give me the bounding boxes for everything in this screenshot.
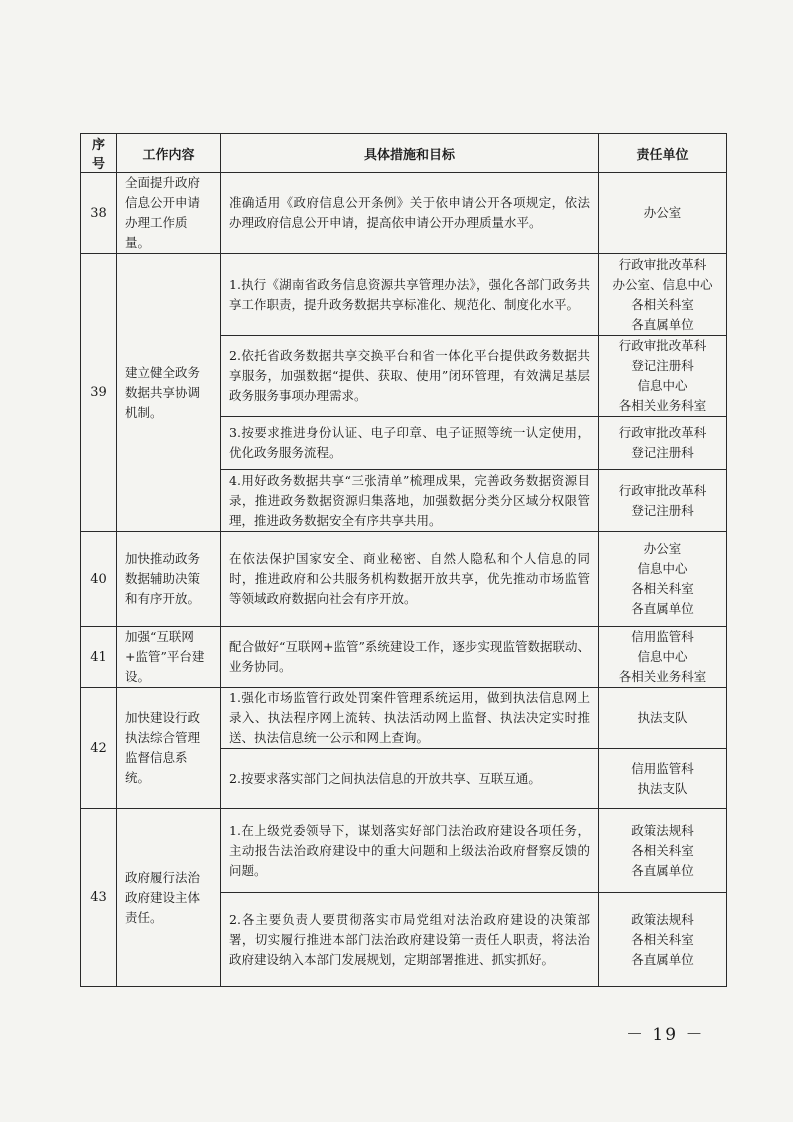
unit-cell [599, 532, 727, 627]
unit-line: 各直属单位 [631, 862, 694, 878]
row-number: 43 [81, 809, 117, 987]
unit-line: 政策法规科 [631, 822, 694, 838]
unit-line: 各相关科室 [631, 581, 694, 596]
unit-line: 登记注册科 [631, 502, 694, 518]
measure-cell: 2.按要求落实部门之间执法信息的开放共享、互联互通。 [221, 749, 599, 809]
header-task: 工作内容 [117, 134, 221, 173]
unit-cell [599, 627, 727, 688]
unit-line: 办公室、信息中心 [612, 276, 713, 292]
unit-line: 信用监管科 [631, 760, 694, 776]
task-cell: 加快建设行政执法综合管理监督信息系统。 [117, 688, 221, 809]
unit-line: 各直属单位 [631, 951, 694, 967]
unit-line: 信息中心 [637, 561, 688, 576]
task-cell: 全面提升政府信息公开申请办理工作质量。 [117, 173, 221, 254]
unit-cell [599, 470, 727, 532]
row-number: 42 [81, 688, 117, 809]
table-row [81, 688, 727, 749]
unit-line: 行政审批改革科 [618, 256, 707, 272]
unit-line: 各相关科室 [631, 931, 694, 947]
unit-line: 办公室 [643, 541, 682, 556]
header-unit: 责任单位 [599, 134, 727, 173]
measure-cell: 3.按要求推进身份认证、电子印章、电子证照等统一认定使用，优化政务服务流程。 [221, 417, 599, 470]
task-cell: 加快推动政务数据辅助决策和有序开放。 [117, 532, 221, 627]
measures-table [80, 133, 727, 987]
unit-line: 执法支队 [637, 780, 688, 796]
measure-cell: 1.执行《湖南省政务信息资源共享管理办法》，强化各部门政务共享工作职责，提升政务数据共享标准化、规范化、制度化水平。 [221, 254, 599, 336]
table-row [81, 627, 727, 688]
unit-cell [599, 417, 727, 470]
row-number: 41 [81, 627, 117, 688]
header-no: 序号 [81, 134, 117, 173]
task-cell: 建立健全政务数据共享协调机制。 [117, 254, 221, 532]
measure-cell: 配合做好“互联网+监管”系统建设工作，逐步实现监管数据联动、业务协同。 [221, 627, 599, 688]
unit-line: 行政审批改革科 [618, 425, 707, 440]
row-number: 40 [81, 532, 117, 627]
unit-line: 信用监管科 [631, 629, 694, 644]
table-header-row [81, 134, 727, 173]
unit-line: 各直属单位 [631, 316, 694, 332]
page-number: － 19 － [626, 1025, 705, 1045]
unit-line: 执法支队 [637, 710, 688, 725]
unit-line: 各相关业务科室 [618, 398, 707, 413]
unit-line: 政策法规科 [631, 911, 694, 927]
unit-line: 行政审批改革科 [618, 482, 707, 498]
unit-line: 各直属单位 [631, 601, 694, 616]
unit-cell [599, 688, 727, 749]
task-cell: 政府履行法治政府建设主体责任。 [117, 809, 221, 987]
row-number: 38 [81, 173, 117, 254]
task-cell: 加强“互联网+监管”平台建设。 [117, 627, 221, 688]
unit-cell [599, 893, 727, 987]
unit-cell [599, 809, 727, 893]
unit-cell [599, 173, 727, 254]
header-measure: 具体措施和目标 [221, 134, 599, 173]
table-row [81, 809, 727, 893]
unit-cell [599, 749, 727, 809]
measure-cell: 1.在上级党委领导下，谋划落实好部门法治政府建设各项任务，主动报告法治政府建设中的重大问题和上级法治政府督察反馈的问题。 [221, 809, 599, 893]
table-row [81, 254, 727, 336]
unit-line: 各相关科室 [631, 842, 694, 858]
measure-cell: 在依法保护国家安全、商业秘密、自然人隐私和个人信息的同时，推进政府和公共服务机构数据开放共享，优先推动市场监管等领域政府数据向社会有序开放。 [221, 532, 599, 627]
unit-line: 行政审批改革科 [618, 338, 707, 353]
unit-line: 信息中心 [637, 378, 688, 393]
table-row [81, 173, 727, 254]
unit-cell [599, 254, 727, 336]
measure-cell: 2.各主要负责人要贯彻落实市局党组对法治政府建设的决策部署，切实履行推进本部门法治政府建设第一责任人职责，将法治政府建设纳入本部门发展规划，定期部署推进、抓实抓好。 [221, 893, 599, 987]
unit-cell [599, 336, 727, 417]
measure-cell: 1.强化市场监管行政处罚案件管理系统运用，做到执法信息网上录入、执法程序网上流转、执法活动网上监督、执法决定实时推送、执法信息统一公示和网上查询。 [221, 688, 599, 749]
table-row [81, 532, 727, 627]
unit-line: 办公室 [643, 205, 682, 220]
row-number: 39 [81, 254, 117, 532]
table-body [81, 173, 727, 987]
unit-line: 信息中心 [637, 649, 688, 664]
unit-line: 各相关业务科室 [618, 669, 707, 684]
measure-cell: 4.用好政务数据共享“三张清单”梳理成果，完善政务数据资源目录，推进政务数据资源归集落地，加强数据分类分区域分权限管理，推进政务数据安全有序共享共用。 [221, 470, 599, 532]
measure-cell: 2.依托省政务数据共享交换平台和省一体化平台提供政务数据共享服务，加强数据“提供、获取、使用”闭环管理，有效满足基层政务服务事项办理需求。 [221, 336, 599, 417]
unit-line: 各相关科室 [631, 296, 694, 312]
unit-line: 登记注册科 [631, 358, 694, 373]
unit-line: 登记注册科 [631, 445, 694, 460]
measure-cell: 准确适用《政府信息公开条例》关于依申请公开各项规定，依法办理政府信息公开申请，提高依申请公开办理质量水平。 [221, 173, 599, 254]
